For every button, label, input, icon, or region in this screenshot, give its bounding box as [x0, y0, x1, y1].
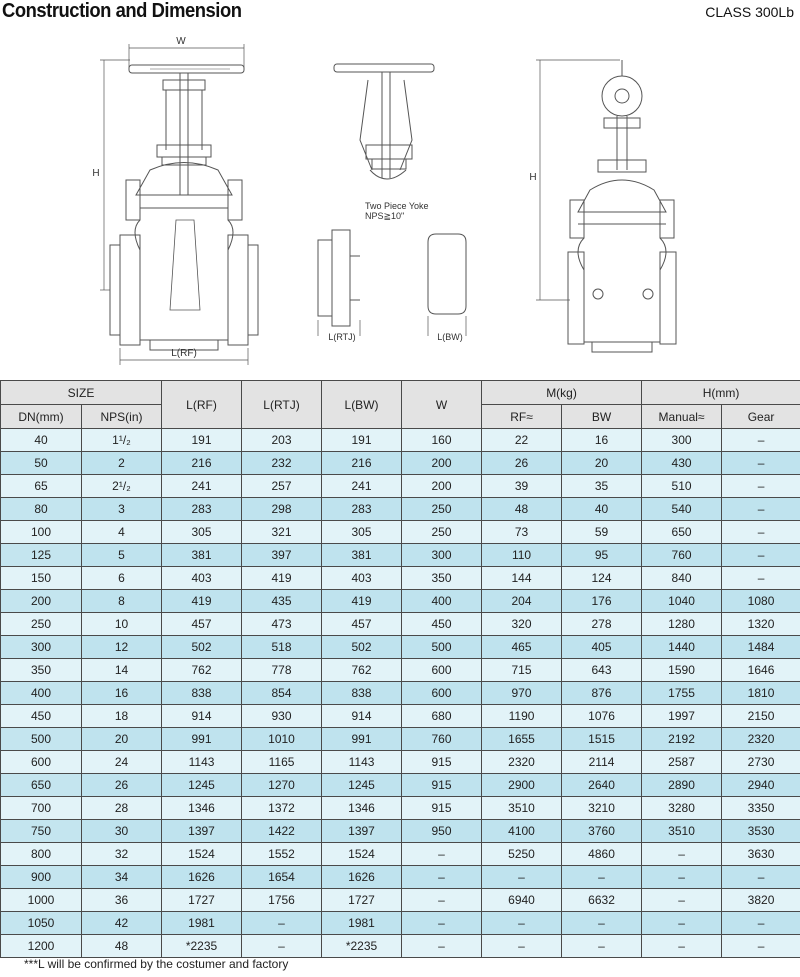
cell-dn: 500	[1, 728, 82, 751]
cell-l-rf: 838	[162, 682, 242, 705]
cell-l-rf: 305	[162, 521, 242, 544]
header-mass-bw: BW	[562, 405, 642, 429]
cell-mass-bw: 3760	[562, 820, 642, 843]
cell-w: 915	[402, 751, 482, 774]
cell-mass-bw: 4860	[562, 843, 642, 866]
cell-nps: 6	[82, 567, 162, 590]
cell-l-rf: 1143	[162, 751, 242, 774]
cell-l-rtj: 257	[242, 475, 322, 498]
cell-mass-bw: 2114	[562, 751, 642, 774]
cell-l-rf: 1346	[162, 797, 242, 820]
table-row	[1, 912, 800, 935]
table-row	[1, 590, 800, 613]
cell-mass-rf: 1655	[482, 728, 562, 751]
cell-l-rtj: 1010	[242, 728, 322, 751]
cell-mass-bw: 1076	[562, 705, 642, 728]
cell-mass-rf: –	[482, 912, 562, 935]
cell-height-manual: –	[642, 912, 722, 935]
cell-l-rf: 241	[162, 475, 242, 498]
cell-mass-bw: 95	[562, 544, 642, 567]
cell-l-rf: *2235	[162, 935, 242, 958]
cell-height-manual: 1590	[642, 659, 722, 682]
cell-l-bw: 1981	[322, 912, 402, 935]
cell-l-rtj: –	[242, 912, 322, 935]
cell-l-rf: 457	[162, 613, 242, 636]
cell-dn: 50	[1, 452, 82, 475]
dimension-h-right-label: H	[529, 172, 537, 183]
cell-l-rtj: 232	[242, 452, 322, 475]
cell-dn: 150	[1, 567, 82, 590]
rtj-end-detail-drawing	[318, 230, 360, 336]
table-row	[1, 659, 800, 682]
cell-l-rf: 1981	[162, 912, 242, 935]
cell-height-gear: –	[722, 498, 800, 521]
cell-nps: 30	[82, 820, 162, 843]
cell-height-gear: –	[722, 567, 800, 590]
cell-w: 200	[402, 452, 482, 475]
cell-l-bw: 457	[322, 613, 402, 636]
cell-dn: 65	[1, 475, 82, 498]
cell-w: 600	[402, 682, 482, 705]
cell-mass-bw: 1515	[562, 728, 642, 751]
cell-mass-bw: 3210	[562, 797, 642, 820]
cell-l-rtj: 1372	[242, 797, 322, 820]
table-row	[1, 935, 800, 958]
cell-mass-bw: 20	[562, 452, 642, 475]
cell-l-rtj: 1552	[242, 843, 322, 866]
cell-w: 950	[402, 820, 482, 843]
cell-height-gear: 3820	[722, 889, 800, 912]
cell-w: 450	[402, 613, 482, 636]
cell-dn: 80	[1, 498, 82, 521]
cell-height-manual: 3510	[642, 820, 722, 843]
cell-w: –	[402, 935, 482, 958]
yoke-note-line1: Two Piece Yoke	[365, 201, 429, 211]
cell-mass-rf: 204	[482, 590, 562, 613]
cell-l-bw: 1397	[322, 820, 402, 843]
cell-dn: 125	[1, 544, 82, 567]
table-row	[1, 613, 800, 636]
header-dn: DN(mm)	[1, 405, 82, 429]
cell-nps: 42	[82, 912, 162, 935]
cell-mass-bw: 16	[562, 429, 642, 452]
cell-l-rtj: 321	[242, 521, 322, 544]
dimension-h-left-label: H	[92, 168, 100, 179]
cell-height-gear: 2940	[722, 774, 800, 797]
cell-height-gear: 2150	[722, 705, 800, 728]
cell-l-rtj: 930	[242, 705, 322, 728]
cell-l-rtj: –	[242, 935, 322, 958]
table-row	[1, 866, 800, 889]
cell-l-rf: 762	[162, 659, 242, 682]
cell-l-bw: 216	[322, 452, 402, 475]
cell-mass-bw: 124	[562, 567, 642, 590]
cell-height-gear: 1484	[722, 636, 800, 659]
header-l-rf: L(RF)	[162, 381, 242, 429]
cell-w: 680	[402, 705, 482, 728]
cell-dn: 750	[1, 820, 82, 843]
cell-nps: 1¹/₂	[82, 429, 162, 452]
cell-mass-rf: 110	[482, 544, 562, 567]
table-row	[1, 889, 800, 912]
cell-mass-rf: 22	[482, 429, 562, 452]
cell-nps: 14	[82, 659, 162, 682]
header-nps: NPS(in)	[82, 405, 162, 429]
cell-w: –	[402, 889, 482, 912]
cell-w: 300	[402, 544, 482, 567]
table-row	[1, 751, 800, 774]
cell-nps: 20	[82, 728, 162, 751]
table-row	[1, 774, 800, 797]
cell-mass-rf: 48	[482, 498, 562, 521]
cell-height-manual: –	[642, 843, 722, 866]
cell-nps: 3	[82, 498, 162, 521]
cell-height-manual: 650	[642, 521, 722, 544]
cell-mass-bw: 405	[562, 636, 642, 659]
cell-nps: 4	[82, 521, 162, 544]
cell-mass-bw: –	[562, 866, 642, 889]
header-w: W	[402, 381, 482, 429]
cell-height-manual: 840	[642, 567, 722, 590]
cell-l-rf: 1245	[162, 774, 242, 797]
cell-l-bw: 305	[322, 521, 402, 544]
cell-l-bw: 914	[322, 705, 402, 728]
cell-mass-rf: 73	[482, 521, 562, 544]
cell-mass-rf: 6940	[482, 889, 562, 912]
table-row	[1, 843, 800, 866]
cell-l-rtj: 778	[242, 659, 322, 682]
cell-mass-rf: 5250	[482, 843, 562, 866]
cell-height-manual: –	[642, 935, 722, 958]
cell-mass-rf: 2900	[482, 774, 562, 797]
cell-height-manual: 430	[642, 452, 722, 475]
bw-end-detail-drawing	[428, 234, 466, 336]
cell-l-rtj: 473	[242, 613, 322, 636]
two-piece-yoke-drawing	[334, 64, 434, 179]
cell-l-bw: 1346	[322, 797, 402, 820]
cell-nps: 16	[82, 682, 162, 705]
footnote: ***L will be confirmed by the costumer and factory	[24, 957, 289, 971]
cell-height-gear: 3630	[722, 843, 800, 866]
pressure-class-label: CLASS 300Lb	[705, 4, 794, 20]
cell-height-manual: 1440	[642, 636, 722, 659]
header-mass: M(kg)	[482, 381, 642, 405]
table-row	[1, 705, 800, 728]
cell-l-bw: 1727	[322, 889, 402, 912]
cell-dn: 1000	[1, 889, 82, 912]
cell-mass-rf: 970	[482, 682, 562, 705]
cell-mass-bw: 6632	[562, 889, 642, 912]
cell-dn: 450	[1, 705, 82, 728]
cell-height-gear: –	[722, 521, 800, 544]
cell-w: 160	[402, 429, 482, 452]
cell-w: 600	[402, 659, 482, 682]
cell-w: 250	[402, 521, 482, 544]
cell-l-rf: 403	[162, 567, 242, 590]
cell-nps: 5	[82, 544, 162, 567]
cell-nps: 34	[82, 866, 162, 889]
cell-height-gear: –	[722, 912, 800, 935]
yoke-note-line2: NPS≧10"	[365, 211, 405, 221]
cell-nps: 18	[82, 705, 162, 728]
cell-l-rf: 1727	[162, 889, 242, 912]
cell-height-gear: –	[722, 475, 800, 498]
cell-nps: 26	[82, 774, 162, 797]
cell-l-rf: 419	[162, 590, 242, 613]
cell-w: 400	[402, 590, 482, 613]
cell-mass-bw: 2640	[562, 774, 642, 797]
cell-l-rf: 1397	[162, 820, 242, 843]
cell-w: 200	[402, 475, 482, 498]
cell-l-rf: 283	[162, 498, 242, 521]
table-body	[1, 429, 800, 958]
cell-height-manual: 2587	[642, 751, 722, 774]
cell-height-manual: 1755	[642, 682, 722, 705]
cell-mass-rf: 144	[482, 567, 562, 590]
cell-l-rf: 502	[162, 636, 242, 659]
cell-l-bw: 419	[322, 590, 402, 613]
cell-l-rtj: 397	[242, 544, 322, 567]
cell-nps: 32	[82, 843, 162, 866]
cell-l-rtj: 1270	[242, 774, 322, 797]
cell-mass-rf: 2320	[482, 751, 562, 774]
handwheel-valve-drawing	[100, 44, 258, 365]
cell-l-rtj: 1654	[242, 866, 322, 889]
cell-l-bw: 1626	[322, 866, 402, 889]
cell-l-rtj: 298	[242, 498, 322, 521]
table-row	[1, 567, 800, 590]
cell-mass-bw: 35	[562, 475, 642, 498]
cell-nps: 2	[82, 452, 162, 475]
dimension-lrf-label: L(RF)	[171, 348, 197, 359]
header-size: SIZE	[1, 381, 162, 405]
cell-height-gear: 1646	[722, 659, 800, 682]
cell-mass-bw: 59	[562, 521, 642, 544]
cell-height-gear: –	[722, 452, 800, 475]
cell-l-rtj: 854	[242, 682, 322, 705]
cell-l-bw: 762	[322, 659, 402, 682]
cell-mass-rf: 3510	[482, 797, 562, 820]
cell-l-bw: 502	[322, 636, 402, 659]
cell-height-manual: –	[642, 866, 722, 889]
cell-l-bw: 381	[322, 544, 402, 567]
cell-w: 915	[402, 774, 482, 797]
cell-mass-bw: 876	[562, 682, 642, 705]
cell-nps: 12	[82, 636, 162, 659]
cell-mass-rf: 715	[482, 659, 562, 682]
cell-w: 250	[402, 498, 482, 521]
cell-l-rf: 1626	[162, 866, 242, 889]
cell-mass-rf: 4100	[482, 820, 562, 843]
cell-height-manual: 760	[642, 544, 722, 567]
cell-mass-rf: 465	[482, 636, 562, 659]
cell-dn: 100	[1, 521, 82, 544]
cell-w: 350	[402, 567, 482, 590]
gear-operated-valve-drawing	[536, 60, 676, 352]
cell-mass-rf: –	[482, 935, 562, 958]
cell-height-manual: 1040	[642, 590, 722, 613]
cell-l-bw: 1245	[322, 774, 402, 797]
cell-mass-rf: 39	[482, 475, 562, 498]
cell-nps: 24	[82, 751, 162, 774]
cell-height-manual: 540	[642, 498, 722, 521]
cell-w: –	[402, 912, 482, 935]
cell-height-gear: –	[722, 935, 800, 958]
cell-w: 760	[402, 728, 482, 751]
dimension-lrtj-label: L(RTJ)	[328, 332, 356, 342]
cell-height-gear: 3530	[722, 820, 800, 843]
cell-dn: 40	[1, 429, 82, 452]
table-row	[1, 452, 800, 475]
cell-dn: 1200	[1, 935, 82, 958]
cell-l-rtj: 435	[242, 590, 322, 613]
cell-l-bw: 283	[322, 498, 402, 521]
cell-l-bw: 1524	[322, 843, 402, 866]
table-row	[1, 820, 800, 843]
cell-l-bw: 191	[322, 429, 402, 452]
cell-dn: 800	[1, 843, 82, 866]
cell-dn: 250	[1, 613, 82, 636]
cell-height-gear: –	[722, 429, 800, 452]
cell-height-gear: 1810	[722, 682, 800, 705]
dimension-table	[0, 380, 800, 958]
valve-drawings	[0, 20, 800, 378]
cell-mass-rf: 1190	[482, 705, 562, 728]
cell-dn: 600	[1, 751, 82, 774]
cell-mass-rf: 320	[482, 613, 562, 636]
cell-nps: 10	[82, 613, 162, 636]
cell-dn: 400	[1, 682, 82, 705]
cell-l-rf: 216	[162, 452, 242, 475]
cell-l-rtj: 1422	[242, 820, 322, 843]
cell-mass-bw: 278	[562, 613, 642, 636]
cell-l-bw: 991	[322, 728, 402, 751]
page-title: Construction and Dimension	[2, 0, 242, 22]
cell-dn: 700	[1, 797, 82, 820]
header-height: H(mm)	[642, 381, 800, 405]
table-row	[1, 636, 800, 659]
cell-l-bw: 403	[322, 567, 402, 590]
cell-height-gear: 1080	[722, 590, 800, 613]
cell-l-bw: 838	[322, 682, 402, 705]
cell-mass-rf: –	[482, 866, 562, 889]
header-l-bw: L(BW)	[322, 381, 402, 429]
cell-w: 915	[402, 797, 482, 820]
cell-height-manual: 300	[642, 429, 722, 452]
cell-height-gear: 2320	[722, 728, 800, 751]
header-l-rtj: L(RTJ)	[242, 381, 322, 429]
cell-dn: 650	[1, 774, 82, 797]
cell-l-rf: 1524	[162, 843, 242, 866]
cell-l-bw: 1143	[322, 751, 402, 774]
cell-mass-bw: 176	[562, 590, 642, 613]
cell-w: –	[402, 866, 482, 889]
cell-nps: 2¹/₂	[82, 475, 162, 498]
cell-l-rtj: 518	[242, 636, 322, 659]
cell-height-manual: 2890	[642, 774, 722, 797]
cell-height-manual: 1280	[642, 613, 722, 636]
cell-l-rf: 991	[162, 728, 242, 751]
cell-l-rf: 914	[162, 705, 242, 728]
cell-dn: 900	[1, 866, 82, 889]
dimension-lbw-label: L(BW)	[437, 332, 463, 342]
cell-l-rtj: 1165	[242, 751, 322, 774]
cell-height-manual: 2192	[642, 728, 722, 751]
cell-dn: 300	[1, 636, 82, 659]
cell-dn: 1050	[1, 912, 82, 935]
table-header-row-1	[1, 381, 800, 405]
table-row	[1, 521, 800, 544]
cell-height-manual: 1997	[642, 705, 722, 728]
cell-mass-bw: –	[562, 912, 642, 935]
cell-height-gear: 1320	[722, 613, 800, 636]
header-height-gear: Gear	[722, 405, 800, 429]
cell-l-rtj: 419	[242, 567, 322, 590]
cell-l-bw: *2235	[322, 935, 402, 958]
cell-mass-bw: 40	[562, 498, 642, 521]
cell-nps: 36	[82, 889, 162, 912]
table-row	[1, 544, 800, 567]
cell-l-rtj: 203	[242, 429, 322, 452]
cell-dn: 350	[1, 659, 82, 682]
cell-height-manual: 3280	[642, 797, 722, 820]
cell-mass-rf: 26	[482, 452, 562, 475]
header-mass-rf: RF≈	[482, 405, 562, 429]
cell-height-manual: –	[642, 889, 722, 912]
header-height-manual: Manual≈	[642, 405, 722, 429]
cell-dn: 200	[1, 590, 82, 613]
cell-nps: 28	[82, 797, 162, 820]
cell-height-gear: –	[722, 544, 800, 567]
table-row	[1, 797, 800, 820]
cell-height-gear: 3350	[722, 797, 800, 820]
dimension-w-label: W	[176, 36, 186, 47]
cell-nps: 8	[82, 590, 162, 613]
gate-valve-technical-drawing	[0, 20, 800, 378]
cell-l-rf: 191	[162, 429, 242, 452]
cell-mass-bw: –	[562, 935, 642, 958]
table-row	[1, 475, 800, 498]
cell-l-rtj: 1756	[242, 889, 322, 912]
cell-height-manual: 510	[642, 475, 722, 498]
table-row	[1, 728, 800, 751]
cell-height-gear: 2730	[722, 751, 800, 774]
cell-l-rf: 381	[162, 544, 242, 567]
cell-mass-bw: 643	[562, 659, 642, 682]
table-row	[1, 682, 800, 705]
table-row	[1, 498, 800, 521]
table-row	[1, 429, 800, 452]
cell-nps: 48	[82, 935, 162, 958]
cell-w: 500	[402, 636, 482, 659]
cell-w: –	[402, 843, 482, 866]
cell-height-gear: –	[722, 866, 800, 889]
cell-l-bw: 241	[322, 475, 402, 498]
